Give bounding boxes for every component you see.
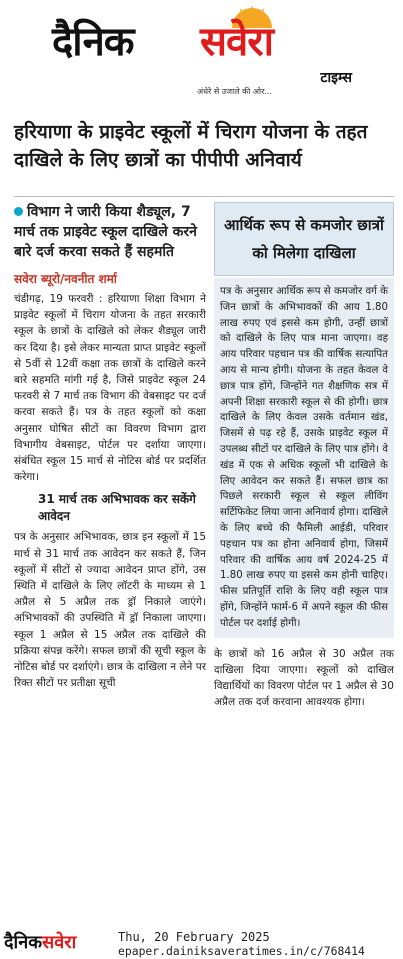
article-headline: हरियाणा के प्राइवेट स्कूलों में चिराग योजना के तहत दाखिले के लिए छात्रों का पीपीपी अनिवार्य bbox=[14, 121, 368, 171]
brand-suffix: टाइम्स bbox=[320, 70, 352, 86]
left-column bbox=[14, 202, 206, 691]
article-paragraph-1: चंडीगढ़, 19 फरवरी : हरियाणा शिक्षा विभाग ने प्राइवेट स्कूलों में चिराग योजना के तहत सरकारी स्कूल के छात्रों के दाखिले को लेकर शैड्यूल जारी कर दिया है। इसे लेकर मान्यता प्राप्त प्राइवेट स्कूलों से 5वीं से 12वीं कक्षा तक छात्रों के दाखिले करने बारे सहमति मांगी गई है, जिसे प्राइवेट स्कूल 24 फरवरी से 7 मार्च तक विभाग की वेबसाइट पर दर्ज करवा सकते हैं। पत्र के तहत स्कूलों को कक्षा अनुसार घोषित सीटों का विवरण विभाग द्वारा विभागीय वेबसाइट, पोर्टल पर दर्शाया जाएगा। संबंधित स्कूल 15 मार्च से नोटिस बोर्ड पर प्रदर्शित करेगा। bbox=[14, 293, 206, 484]
subhead-text: विभाग ने जारी किया शैड्यूल, 7 मार्च तक प्राइवेट स्कूल दाखिले करने बारे दर्ज करवा सकते हैं सहमति bbox=[14, 204, 197, 260]
right-column bbox=[214, 202, 394, 710]
newspaper-logo[interactable] bbox=[52, 6, 352, 96]
sidebar-box bbox=[214, 278, 394, 638]
masthead bbox=[0, 0, 403, 100]
footer-logo[interactable] bbox=[4, 930, 76, 954]
article-subhead-2: 31 मार्च तक अभिभावक कर सकेंगे आवेदन bbox=[38, 492, 196, 524]
brand-tagline: अंधेरे से उजाले की ओर... bbox=[197, 87, 273, 96]
bullet-icon bbox=[14, 207, 23, 216]
article-paragraph-2: पत्र के अनुसार अभिभावक, छात्र इन स्कूलों में 15 मार्च से 31 मार्च तक आवेदन कर सकते हैं, जिन स्कूलों में सीटों से ज्यादा आवेदन प्राप्त होंगे, उस स्थिति में दाखिले के लिए लॉटरी के माध्यम से 1 अप्रैल से 5 अप्रैल तक ड्रॉ निकाले जाएंगे। अभिभावकों की उपस्थिति में ड्रॉ निकाला जाएगा। स्कूल 1 अप्रैल से 15 अप्रैल तक दाखिले की प्रक्रिया संपन्न करेंगे। सफल छात्रों की सूची स्कूल के नोटिस बोर्ड पर दर्शाएंगे। छात्र के दाखिला न लेने पर रिक्त सीटों पर प्रतीक्षा सूची bbox=[14, 531, 206, 690]
footer-brand-left: दैनिक bbox=[4, 932, 43, 953]
brand-name-left: दैनिक bbox=[52, 18, 134, 65]
article-byline: सवेरा ब्यूरो/नवनीत शर्मा bbox=[14, 272, 117, 286]
footer bbox=[0, 930, 403, 959]
footer-url-link[interactable]: epaper.dainiksaveratimes.in/c/768414 bbox=[118, 944, 365, 958]
article-subhead bbox=[14, 202, 206, 262]
footer-brand-right: सवेरा bbox=[42, 932, 77, 953]
sidebar-box-text: पत्र के अनुसार आर्थिक रूप से कमजोर वर्ग के जिन छात्रों के अभिभावकों की आय 1.80 लाख रुपए एवं इससे कम होगी, उन्हीं छात्रों को दाखिले के लिए पात्र माना जाएगा। वह आय परिवार पहचान पत्र की वार्षिक सत्यापित आय से मान्य होगी। योजना के तहत केवल वे छात्र पात्र होंगे, जिन्होंने गत शैक्षणिक सत्र में अपनी शिक्षा सरकारी स्कूल से की होगी। छात्र दाखिले के लिए केवल उसके वर्तमान खंड, जिसमें से पढ़ रहे हैं, उसके प्राइवेट स्कूल में उपलब्ध सीटों पर दाखिले के लिए पात्र होंगे। वे खंड में एक से अधिक स्कूलों भी दाखिले के लिए आवेदन कर सकते हैं। सफल छात्र का पिछले सरकारी स्कूल से स्कूल लीविंग सर्टिफिकेट लिया जाना अनिवार्य होगा। दाखिले के लिए बच्चे की फैमिली आईडी, परिवार पहचान पत्र का होना अनिवार्य होगा, जिसमें परिवार की वार्षिक आय वर्ष 2024-25 में 1.80 लाख रुपए या इससे कम होनी चाहिए। फीस प्रतिपूर्ति राशि के लिए वही स्कूल पात्र होंगे, जिन्होंने फार्म-6 में अपने स्कूल की फीस पोर्टल पर दर्शाई होगी। bbox=[220, 286, 388, 629]
footer-date: Thu, 20 February 2025 bbox=[118, 930, 270, 944]
divider bbox=[14, 196, 394, 197]
article-paragraph-3: के छात्रों को 16 अप्रैल से 30 अप्रैल तक दाखिला दिया जाएगा। स्कूलों को दाखिल विद्यार्थियों का विवरण पोर्टल पर 1 अप्रैल से 30 अप्रैल तक दर्ज करवाना आवश्यक होगा। bbox=[214, 647, 394, 709]
brand-name-right: सवेरा bbox=[200, 18, 273, 65]
sidebar-box-title: आर्थिक रूप से कमजोर छात्रों को मिलेगा दाखिला bbox=[214, 202, 394, 276]
